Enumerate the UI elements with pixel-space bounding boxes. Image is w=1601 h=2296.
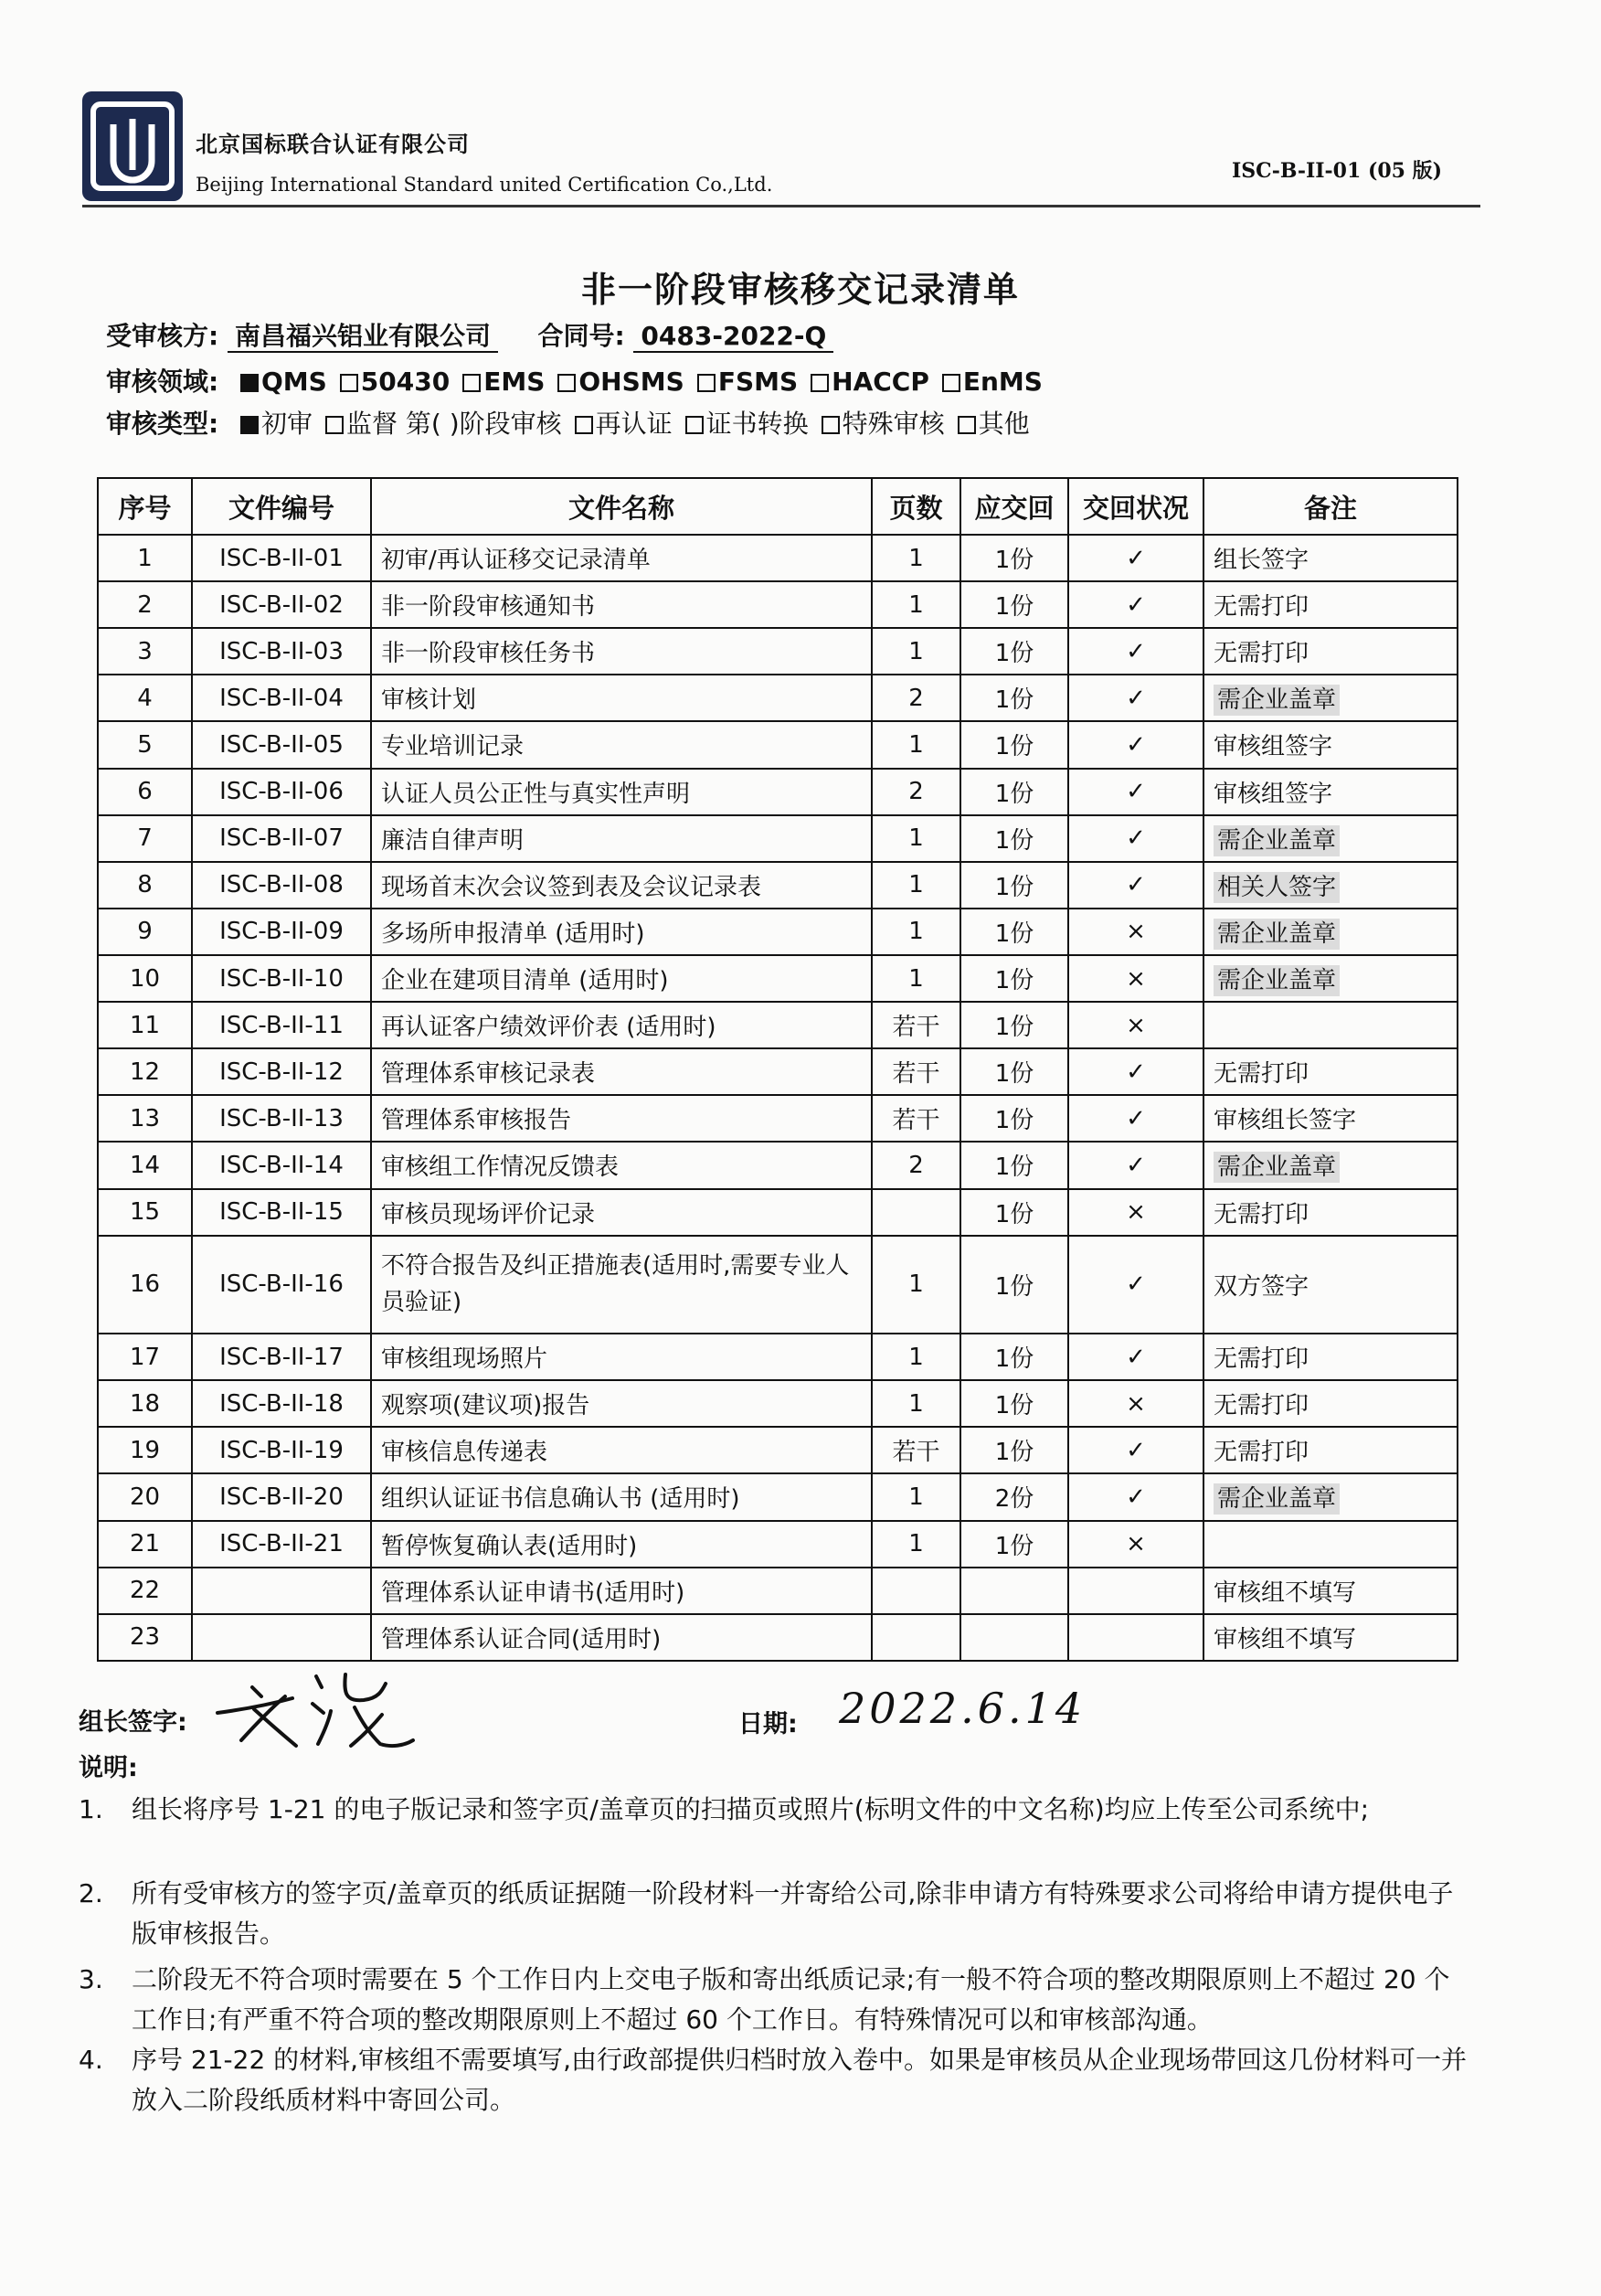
status-cell (1068, 1568, 1203, 1614)
remarks-cell: 无需打印 (1203, 628, 1458, 675)
copies-cell: 1份 (960, 628, 1068, 675)
note-text: 组长将序号 1-21 的电子版记录和签字页/盖章页的扫描页或照片(标明文件的中文名称)均应上传至公司系统中; (132, 1794, 1370, 1824)
doc-name-cell: 审核信息传递表 (371, 1427, 872, 1473)
table-row (98, 862, 1458, 909)
seq-cell: 16 (98, 1236, 192, 1334)
table-row (98, 1334, 1458, 1380)
doc-name-cell: 初审/再认证移交记录清单 (371, 535, 872, 581)
copies-cell: 1份 (960, 535, 1068, 581)
copies-cell: 1份 (960, 1095, 1068, 1142)
pages-cell (872, 1189, 960, 1236)
domain-option (450, 367, 545, 397)
status-cell: ✓ (1068, 1142, 1203, 1188)
doc-name-cell: 审核计划 (371, 675, 872, 721)
notes-title: 说明: (79, 1754, 138, 1782)
copies-cell: 1份 (960, 1236, 1068, 1334)
copies-cell: 1份 (960, 721, 1068, 768)
note-number: 3. (79, 1964, 103, 1994)
doc-code-cell: ISC-B-II-02 (192, 581, 371, 628)
remarks-cell (1203, 1473, 1458, 1520)
table-row (98, 955, 1458, 1002)
seq-cell: 3 (98, 628, 192, 675)
document-title: 非一阶段审核移交记录清单 (580, 270, 1020, 310)
audit-type-option (313, 409, 562, 439)
table-row (98, 1614, 1458, 1661)
doc-code-cell: ISC-B-II-16 (192, 1236, 371, 1334)
table-row (98, 1189, 1458, 1236)
audit-type-checkbox-list (228, 409, 1030, 439)
header-pages: 页数 (872, 478, 960, 535)
note-text: 二阶段无不符合项时需要在 5 个工作日内上交电子版和寄出纸质记录;有一般不符合项的整改期限原则上不超过 20 个工作日;有严重不符合项的整改期限原则上不超过 60 个工作日。有特殊情况可以和审核部沟通。 (132, 1964, 1450, 2035)
pages-cell: 1 (872, 862, 960, 909)
doc-code-cell (192, 1614, 371, 1661)
copies-cell: 2份 (960, 1473, 1068, 1520)
seq-cell: 5 (98, 721, 192, 768)
header-doc-code: 文件编号 (192, 478, 371, 535)
remarks-cell (1203, 675, 1458, 721)
status-cell: ✓ (1068, 1048, 1203, 1095)
seq-cell: 1 (98, 535, 192, 581)
unchecked-box-icon (340, 374, 358, 392)
transfer-record-table (97, 477, 1457, 1662)
doc-code-cell: ISC-B-II-04 (192, 675, 371, 721)
status-cell: ✓ (1068, 1427, 1203, 1473)
leader-signature-handwriting (208, 1656, 419, 1757)
copies-cell: 1份 (960, 1380, 1068, 1427)
unchecked-box-icon (685, 416, 704, 434)
status-cell: ✓ (1068, 769, 1203, 815)
pages-cell: 1 (872, 1380, 960, 1427)
copies-cell: 1份 (960, 862, 1068, 909)
copies-cell: 1份 (960, 769, 1068, 815)
checked-box-icon (240, 374, 259, 392)
company-name-cn: 北京国标联合认证有限公司 (196, 132, 470, 157)
seq-cell: 11 (98, 1002, 192, 1048)
pages-cell: 1 (872, 581, 960, 628)
doc-code-cell: ISC-B-II-14 (192, 1142, 371, 1188)
pages-cell: 2 (872, 1142, 960, 1188)
doc-name-cell: 认证人员公正性与真实性声明 (371, 769, 872, 815)
status-cell: ✓ (1068, 862, 1203, 909)
table-row (98, 909, 1458, 955)
pages-cell: 1 (872, 955, 960, 1002)
table-row (98, 769, 1458, 815)
unchecked-box-icon (462, 374, 481, 392)
status-cell: ✓ (1068, 628, 1203, 675)
doc-code-cell: ISC-B-II-10 (192, 955, 371, 1002)
seq-cell: 18 (98, 1380, 192, 1427)
header-seq: 序号 (98, 478, 192, 535)
note-number: 1. (79, 1794, 103, 1824)
remark-highlight: 需企业盖章 (1214, 1152, 1340, 1183)
doc-name-cell: 管理体系审核记录表 (371, 1048, 872, 1095)
remark-highlight: 需企业盖章 (1214, 825, 1340, 856)
audit-type-option (228, 409, 313, 439)
doc-name-cell: 审核员现场评价记录 (371, 1189, 872, 1236)
seq-cell: 20 (98, 1473, 192, 1520)
doc-code-cell: ISC-B-II-18 (192, 1380, 371, 1427)
header-doc-name: 文件名称 (371, 478, 872, 535)
table-row (98, 1236, 1458, 1334)
domain-label: 审核领域: (106, 367, 219, 397)
seq-cell: 22 (98, 1568, 192, 1614)
status-cell: ✓ (1068, 1473, 1203, 1520)
audit-type-option-label: 证书转换 (705, 409, 809, 439)
remarks-cell (1203, 1142, 1458, 1188)
status-cell: ✓ (1068, 815, 1203, 862)
audit-type-label: 审核类型: (106, 409, 219, 439)
audit-type-option-label: 特殊审核 (842, 409, 945, 439)
copies-cell: 1份 (960, 1002, 1068, 1048)
seq-cell: 4 (98, 675, 192, 721)
note-number: 2. (79, 1878, 103, 1908)
pages-cell: 1 (872, 1521, 960, 1568)
doc-name-cell: 非一阶段审核任务书 (371, 628, 872, 675)
doc-code-cell: ISC-B-II-19 (192, 1427, 371, 1473)
copies-cell (960, 1614, 1068, 1661)
leader-signature-label: 组长签字: (79, 1708, 187, 1737)
client-value: 南昌福兴铝业有限公司 (228, 321, 498, 353)
form-code: ISC-B-II-01 (05 版) (1232, 159, 1443, 183)
doc-code-cell: ISC-B-II-13 (192, 1095, 371, 1142)
table-row (98, 1521, 1458, 1568)
doc-name-cell: 管理体系认证申请书(适用时) (371, 1568, 872, 1614)
note-text: 序号 21-22 的材料,审核组不需要填写,由行政部提供归档时放入卷中。如果是审核员从企业现场带回这几份材料可一并放入二阶段纸质材料中寄回公司。 (132, 2045, 1467, 2115)
doc-code-cell: ISC-B-II-05 (192, 721, 371, 768)
status-cell (1068, 1614, 1203, 1661)
unchecked-box-icon (942, 374, 960, 392)
domain-checkbox-list (228, 367, 1043, 397)
note-item (79, 2040, 1468, 2121)
doc-code-cell: ISC-B-II-21 (192, 1521, 371, 1568)
pages-cell: 若干 (872, 1002, 960, 1048)
remarks-cell: 组长签字 (1203, 535, 1458, 581)
domain-option-label: OHSMS (578, 367, 684, 397)
remarks-cell: 双方签字 (1203, 1236, 1458, 1334)
doc-name-cell: 观察项(建议项)报告 (371, 1380, 872, 1427)
seq-cell: 8 (98, 862, 192, 909)
client-label: 受审核方: (106, 321, 219, 351)
copies-cell: 1份 (960, 581, 1068, 628)
note-number: 4. (79, 2045, 103, 2075)
doc-code-cell: ISC-B-II-11 (192, 1002, 371, 1048)
date-value-handwritten: 2022.6.14 (839, 1684, 1087, 1733)
header-divider (82, 205, 1480, 207)
doc-name-cell: 非一阶段审核通知书 (371, 581, 872, 628)
seq-cell: 6 (98, 769, 192, 815)
unchecked-box-icon (557, 374, 576, 392)
status-cell: × (1068, 1380, 1203, 1427)
table-row (98, 1427, 1458, 1473)
company-name-en: Beijing International Standard united Certification Co.,Ltd. (196, 174, 773, 196)
doc-code-cell: ISC-B-II-08 (192, 862, 371, 909)
copies-cell: 1份 (960, 1048, 1068, 1095)
remarks-cell: 审核组不填写 (1203, 1614, 1458, 1661)
seq-cell: 19 (98, 1427, 192, 1473)
status-cell: ✓ (1068, 1236, 1203, 1334)
client-line (106, 316, 833, 353)
header-copies-due: 应交回 (960, 478, 1068, 535)
domain-option (684, 367, 798, 397)
seq-cell: 9 (98, 909, 192, 955)
remark-highlight: 需企业盖章 (1214, 685, 1340, 716)
table-row (98, 1002, 1458, 1048)
copies-cell (960, 1568, 1068, 1614)
table-row (98, 1048, 1458, 1095)
status-cell: ✓ (1068, 675, 1203, 721)
note-item (79, 1790, 1468, 1830)
audit-type-option-label: 再认证 (595, 409, 673, 439)
unchecked-box-icon (697, 374, 716, 392)
pages-cell: 1 (872, 1236, 960, 1334)
audit-type-option (809, 409, 945, 439)
table-header-row (98, 478, 1458, 535)
pages-cell: 若干 (872, 1095, 960, 1142)
table-row (98, 675, 1458, 721)
company-logo (82, 91, 183, 201)
copies-cell: 1份 (960, 1334, 1068, 1380)
pages-cell: 若干 (872, 1048, 960, 1095)
seq-cell: 12 (98, 1048, 192, 1095)
domain-line (106, 362, 1043, 399)
doc-code-cell: ISC-B-II-12 (192, 1048, 371, 1095)
doc-name-cell: 暂停恢复确认表(适用时) (371, 1521, 872, 1568)
remark-highlight: 相关人签字 (1214, 872, 1340, 903)
domain-option (228, 367, 327, 397)
seq-cell: 15 (98, 1189, 192, 1236)
doc-name-cell: 现场首末次会议签到表及会议记录表 (371, 862, 872, 909)
note-item (79, 1960, 1468, 2040)
remarks-cell: 无需打印 (1203, 1048, 1458, 1095)
remark-highlight: 需企业盖章 (1214, 1483, 1340, 1515)
domain-option (545, 367, 684, 397)
doc-code-cell: ISC-B-II-20 (192, 1473, 371, 1520)
unchecked-box-icon (325, 416, 344, 434)
table-row (98, 628, 1458, 675)
audit-type-option-label: 监督 第( )阶段审核 (345, 409, 562, 439)
table-row (98, 1380, 1458, 1427)
seq-cell: 17 (98, 1334, 192, 1380)
copies-cell: 1份 (960, 1427, 1068, 1473)
pages-cell: 1 (872, 721, 960, 768)
table-row (98, 721, 1458, 768)
status-cell: × (1068, 1002, 1203, 1048)
audit-type-option-label: 初审 (260, 409, 313, 439)
table-row (98, 1473, 1458, 1520)
pages-cell: 1 (872, 535, 960, 581)
domain-option-label: FSMS (717, 367, 799, 397)
pages-cell: 1 (872, 1473, 960, 1520)
status-cell: × (1068, 955, 1203, 1002)
unchecked-box-icon (811, 374, 829, 392)
domain-option (929, 367, 1043, 397)
seq-cell: 7 (98, 815, 192, 862)
note-item (79, 1874, 1468, 1954)
status-cell: × (1068, 909, 1203, 955)
table-row (98, 535, 1458, 581)
doc-code-cell: ISC-B-II-17 (192, 1334, 371, 1380)
status-cell: ✓ (1068, 1334, 1203, 1380)
copies-cell: 1份 (960, 1189, 1068, 1236)
pages-cell: 1 (872, 815, 960, 862)
contract-value: 0483-2022-Q (633, 321, 833, 353)
remarks-cell: 无需打印 (1203, 1380, 1458, 1427)
pages-cell: 1 (872, 909, 960, 955)
status-cell: ✓ (1068, 721, 1203, 768)
doc-code-cell: ISC-B-II-03 (192, 628, 371, 675)
audit-type-line (106, 404, 1030, 441)
status-cell: ✓ (1068, 1095, 1203, 1142)
date-label: 日期: (738, 1710, 798, 1738)
status-cell: ✓ (1068, 581, 1203, 628)
checked-box-icon (240, 416, 259, 434)
seq-cell: 13 (98, 1095, 192, 1142)
pages-cell: 1 (872, 1334, 960, 1380)
contract-label: 合同号: (537, 321, 625, 351)
doc-name-cell: 审核组工作情况反馈表 (371, 1142, 872, 1188)
copies-cell: 1份 (960, 675, 1068, 721)
note-text: 所有受审核方的签字页/盖章页的纸质证据随一阶段材料一并寄给公司,除非申请方有特殊要求公司将给申请方提供电子版审核报告。 (132, 1878, 1454, 1949)
pages-cell: 2 (872, 675, 960, 721)
copies-cell: 1份 (960, 815, 1068, 862)
doc-code-cell: ISC-B-II-01 (192, 535, 371, 581)
doc-code-cell (192, 1568, 371, 1614)
table-row (98, 1095, 1458, 1142)
unchecked-box-icon (575, 416, 593, 434)
domain-option-label: EMS (483, 367, 546, 397)
header-return-status: 交回状况 (1068, 478, 1203, 535)
remarks-cell: 无需打印 (1203, 1334, 1458, 1380)
doc-code-cell: ISC-B-II-09 (192, 909, 371, 955)
domain-option (798, 367, 929, 397)
unchecked-box-icon (822, 416, 840, 434)
table-row (98, 1568, 1458, 1614)
domain-option (327, 367, 450, 397)
doc-code-cell: ISC-B-II-15 (192, 1189, 371, 1236)
remarks-cell: 审核组不填写 (1203, 1568, 1458, 1614)
remark-highlight: 需企业盖章 (1214, 965, 1340, 996)
remarks-cell (1203, 862, 1458, 909)
unchecked-box-icon (958, 416, 976, 434)
remarks-cell (1203, 1521, 1458, 1568)
status-cell: ✓ (1068, 535, 1203, 581)
pages-cell (872, 1614, 960, 1661)
remarks-cell: 无需打印 (1203, 1189, 1458, 1236)
seq-cell: 21 (98, 1521, 192, 1568)
domain-option-label: HACCP (832, 367, 929, 397)
doc-name-cell: 企业在建项目清单 (适用时) (371, 955, 872, 1002)
remarks-cell: 审核组长签字 (1203, 1095, 1458, 1142)
copies-cell: 1份 (960, 1142, 1068, 1188)
audit-type-option (562, 409, 673, 439)
status-cell: × (1068, 1521, 1203, 1568)
seq-cell: 2 (98, 581, 192, 628)
doc-name-cell: 管理体系审核报告 (371, 1095, 872, 1142)
status-cell: × (1068, 1189, 1203, 1236)
pages-cell: 2 (872, 769, 960, 815)
remark-highlight: 需企业盖章 (1214, 919, 1340, 950)
remarks-cell (1203, 955, 1458, 1002)
table-row (98, 1142, 1458, 1188)
seq-cell: 23 (98, 1614, 192, 1661)
pages-cell: 1 (872, 628, 960, 675)
audit-type-option (945, 409, 1030, 439)
copies-cell: 1份 (960, 955, 1068, 1002)
remarks-cell: 无需打印 (1203, 1427, 1458, 1473)
seq-cell: 14 (98, 1142, 192, 1188)
pages-cell (872, 1568, 960, 1614)
doc-name-cell: 廉洁自律声明 (371, 815, 872, 862)
domain-option-label: EnMS (962, 367, 1043, 397)
table-row (98, 815, 1458, 862)
doc-name-cell: 不符合报告及纠正措施表(适用时,需要专业人员验证) (371, 1236, 872, 1334)
remarks-cell (1203, 815, 1458, 862)
doc-name-cell: 专业培训记录 (371, 721, 872, 768)
doc-code-cell: ISC-B-II-06 (192, 769, 371, 815)
doc-name-cell: 多场所申报清单 (适用时) (371, 909, 872, 955)
seq-cell: 10 (98, 955, 192, 1002)
remarks-cell: 审核组签字 (1203, 721, 1458, 768)
audit-type-option (673, 409, 809, 439)
remarks-cell (1203, 909, 1458, 955)
doc-name-cell: 组织认证证书信息确认书 (适用时) (371, 1473, 872, 1520)
remarks-cell (1203, 1002, 1458, 1048)
copies-cell: 1份 (960, 1521, 1068, 1568)
pages-cell: 若干 (872, 1427, 960, 1473)
header-remarks: 备注 (1203, 478, 1458, 535)
doc-name-cell: 再认证客户绩效评价表 (适用时) (371, 1002, 872, 1048)
domain-option-label: 50430 (360, 367, 451, 397)
doc-name-cell: 审核组现场照片 (371, 1334, 872, 1380)
remarks-cell: 无需打印 (1203, 581, 1458, 628)
table-row (98, 581, 1458, 628)
audit-type-option-label: 其他 (978, 409, 1030, 439)
copies-cell: 1份 (960, 909, 1068, 955)
logo-mark-icon (82, 91, 183, 201)
doc-code-cell: ISC-B-II-07 (192, 815, 371, 862)
remarks-cell: 审核组签字 (1203, 769, 1458, 815)
domain-option-label: QMS (260, 367, 327, 397)
doc-name-cell: 管理体系认证合同(适用时) (371, 1614, 872, 1661)
